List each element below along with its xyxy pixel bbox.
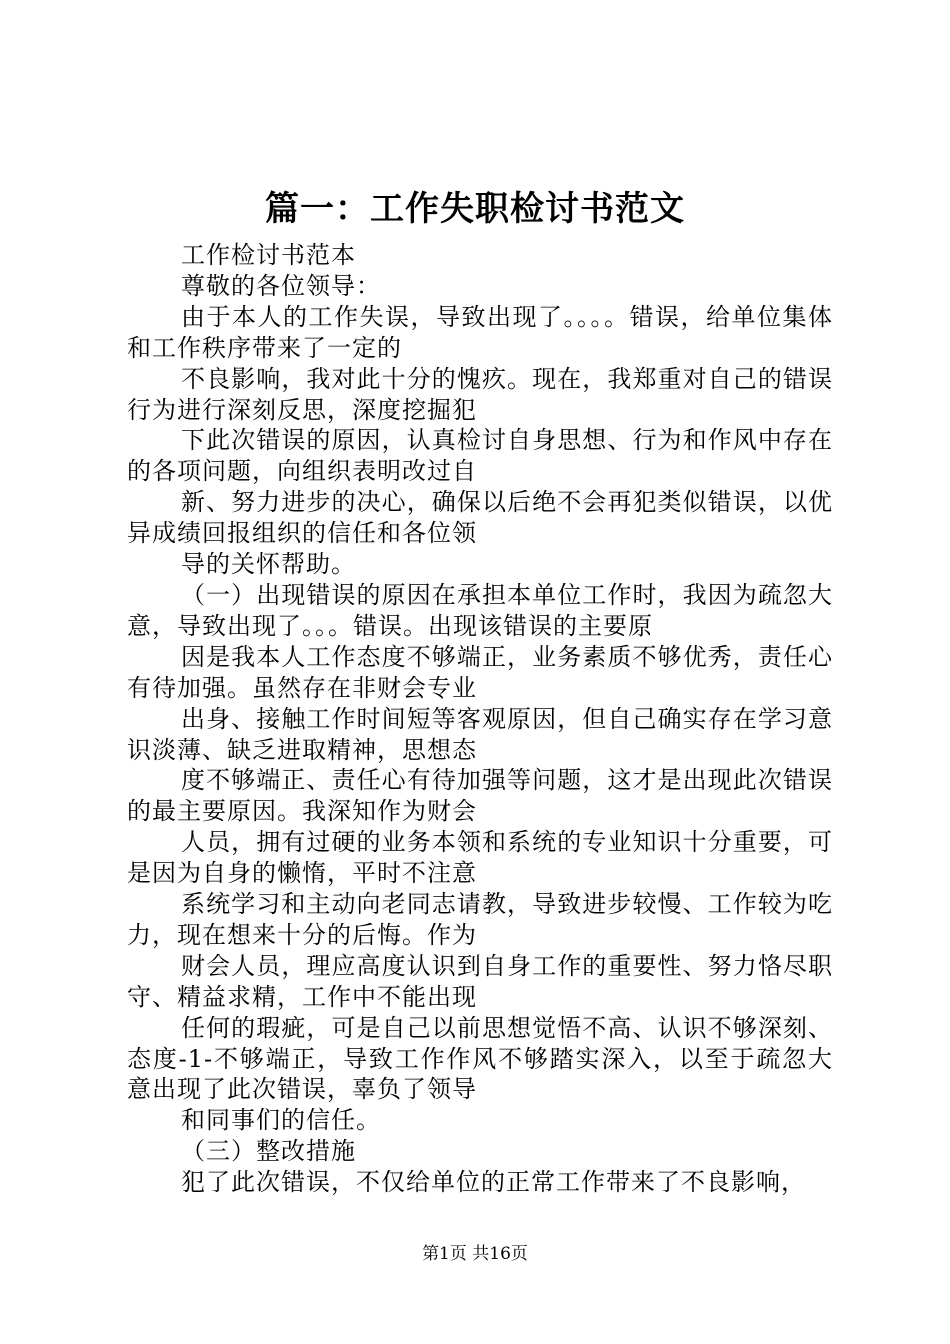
paragraph: （三）整改措施 xyxy=(181,1137,356,1166)
paragraph: 和同事们的信任。 xyxy=(181,1106,381,1135)
paragraph: 尊敬的各位领导： xyxy=(181,271,381,300)
paragraph: 犯了此次错误，不仅给单位的正常工作带来了不良影响， xyxy=(181,1168,806,1197)
paragraph: 任何的瑕疵，可是自己以前思想觉悟不高、认识不够深刻、态度-1-不够端正，导致工作作风不够踏实深入，以至于疏忽大意出现了此次错误，辜负了领导 xyxy=(127,1013,833,1104)
paragraph: 工作检讨书范本 xyxy=(181,241,356,269)
paragraph: 下此次错误的原因，认真检讨自身思想、行为和作风中存在的各项问题，向组织表明改过自 xyxy=(127,426,833,486)
paragraph: 出身、接触工作时间短等客观原因，但自己确实存在学习意识淡薄、缺乏进取精神，思想态 xyxy=(127,704,833,764)
paragraph: 不良影响，我对此十分的愧疚。现在，我郑重对自己的错误行为进行深刻反思，深度挖掘犯 xyxy=(127,364,833,424)
paragraph: 因是我本人工作态度不够端正，业务素质不够优秀，责任心有待加强。虽然存在非财会专业 xyxy=(127,642,833,702)
page-footer: 第1页 共16页 xyxy=(422,1244,528,1264)
paragraph: 系统学习和主动向老同志请教，导致进步较慢、工作较为吃力，现在想来十分的后悔。作为 xyxy=(127,890,833,949)
paragraph: 由于本人的工作失误，导致出现了。。。。错误，给单位集体和工作秩序带来了一定的 xyxy=(127,302,833,362)
document-title: 篇一：工作失职检讨书范文 xyxy=(265,189,685,229)
paragraph: 导的关怀帮助。 xyxy=(181,550,356,579)
paragraph: 新、努力进步的决心，确保以后绝不会再犯类似错误，以优异成绩回报组织的信任和各位领 xyxy=(127,488,833,548)
paragraph: 人员，拥有过硬的业务本领和系统的专业知识十分重要，可是因为自身的懒惰，平时不注意 xyxy=(127,828,833,888)
document-body xyxy=(127,240,833,1198)
paragraph: 财会人员，理应高度认识到自身工作的重要性、努力恪尽职守、精益求精，工作中不能出现 xyxy=(127,951,833,1011)
paragraph: 度不够端正、责任心有待加强等问题，这才是出现此次错误的最主要原因。我深知作为财会 xyxy=(127,766,833,826)
paragraph: （一）出现错误的原因在承担本单位工作时，我因为疏忽大意，导致出现了。。。错误。出现该错误的主要原 xyxy=(127,580,833,640)
